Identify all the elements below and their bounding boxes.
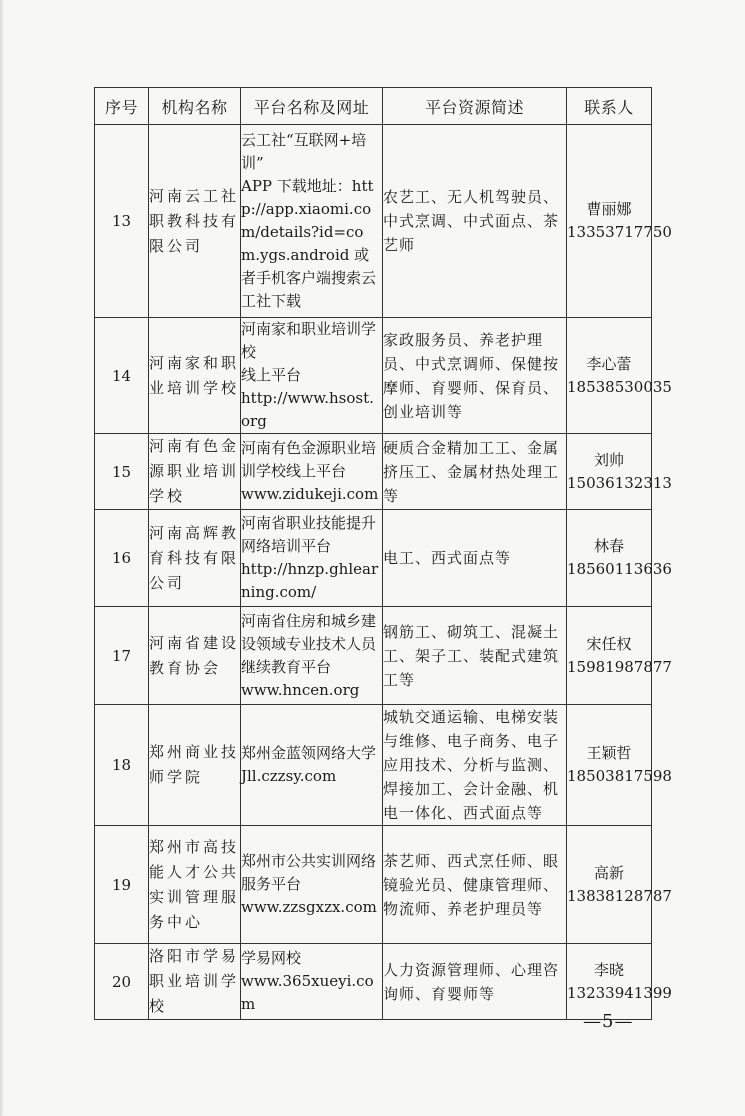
row-platform bbox=[241, 434, 383, 510]
table-row bbox=[95, 607, 652, 705]
row-contact bbox=[567, 434, 672, 510]
contact-phone: 18560113636 bbox=[567, 560, 672, 578]
platform-url: http://www.hsost.org bbox=[241, 389, 374, 430]
platform-url: http://hnzp.ghlearning.com/ bbox=[241, 560, 379, 601]
contact-phone: 18538530035 bbox=[567, 377, 672, 396]
row-seq: 14 bbox=[95, 318, 149, 434]
table-row bbox=[95, 705, 652, 826]
contact-name: 刘帅 bbox=[593, 450, 624, 469]
contact-phone: 15981987877 bbox=[567, 657, 672, 676]
row-contact bbox=[567, 510, 672, 607]
contact-phone: 18503817598 bbox=[567, 767, 672, 785]
row-org: 郑州市高技能人才公共实训管理服务中心 bbox=[149, 826, 241, 944]
row-resources: 硬质合金精加工工、金属挤压工、金属材热处理工等 bbox=[383, 434, 567, 510]
contact-name: 高新 bbox=[593, 863, 624, 882]
row-seq: 19 bbox=[95, 826, 149, 944]
table-header-row bbox=[95, 88, 652, 125]
row-platform bbox=[241, 826, 383, 944]
platform-name: 河南省住房和城乡建设领域专业技术人员继续教育平台 bbox=[241, 611, 377, 676]
platform-name: 河南有色金源职业培训学校线上平台 bbox=[241, 439, 377, 480]
platform-url: www.hncen.org bbox=[241, 680, 360, 699]
table-row bbox=[95, 434, 652, 510]
row-resources: 农艺工、无人机驾驶员、中式烹调、中式面点、茶艺师 bbox=[383, 125, 567, 318]
contact-phone: 13233941399 bbox=[567, 983, 672, 1002]
table-row bbox=[95, 944, 652, 1020]
row-resources: 人力资源管理师、心理咨询师、育婴师等 bbox=[383, 944, 567, 1020]
contact-phone: 13353717750 bbox=[567, 223, 672, 241]
header-resources: 平台资源简述 bbox=[383, 88, 567, 125]
row-platform bbox=[241, 944, 383, 1020]
platform-url: www.365xueyi.com bbox=[241, 972, 374, 1013]
table-row bbox=[95, 318, 652, 434]
page-edge bbox=[0, 0, 4, 1116]
header-seq: 序号 bbox=[95, 88, 149, 125]
contact-name: 林春 bbox=[593, 537, 624, 555]
platform-subtitle: 线上平台 bbox=[241, 366, 302, 384]
platform-url: www.zidukeji.com bbox=[241, 485, 379, 503]
row-platform bbox=[241, 705, 383, 826]
row-seq: 16 bbox=[95, 510, 149, 607]
row-resources: 茶艺师、西式烹任师、眼镜验光员、健康管理师、物流师、养老护理员等 bbox=[383, 826, 567, 944]
platform-name: 学易网校 bbox=[241, 949, 302, 967]
contact-name: 宋任权 bbox=[586, 634, 632, 653]
row-org: 洛阳市学易职业培训学校 bbox=[149, 944, 241, 1020]
row-contact bbox=[567, 826, 672, 944]
row-platform bbox=[241, 318, 383, 434]
platform-url: APP 下载地址：http://app.xiaomi.com/details?id=com.ygs.android 或者手机客户端搜索云工社下载 bbox=[241, 177, 377, 310]
row-org: 河南有色金源职业培训学校 bbox=[149, 434, 241, 510]
table-row bbox=[95, 510, 652, 607]
contact-phone: 13838128787 bbox=[567, 886, 672, 905]
row-platform bbox=[241, 125, 383, 318]
table-row bbox=[95, 125, 652, 318]
platform-name: 云工社“互联网+培训” bbox=[241, 131, 367, 172]
row-seq: 13 bbox=[95, 125, 149, 318]
header-platform: 平台名称及网址 bbox=[241, 88, 383, 125]
row-contact bbox=[567, 318, 672, 434]
table-row bbox=[95, 826, 652, 944]
platform-name: 郑州市公共实训网络服务平台 bbox=[241, 852, 377, 893]
row-org: 河南高辉教育科技有限公司 bbox=[149, 510, 241, 607]
platform-url: Jll.czzsy.com bbox=[241, 767, 337, 785]
row-platform bbox=[241, 607, 383, 705]
header-contact: 联系人 bbox=[567, 88, 652, 125]
contact-name: 曹丽娜 bbox=[586, 200, 632, 218]
page-number: —5— bbox=[583, 1011, 634, 1032]
row-resources: 家政服务员、养老护理员、中式烹调师、保健按摩师、育婴师、保育员、创业培训等 bbox=[383, 318, 567, 434]
contact-name: 李晓 bbox=[593, 960, 624, 979]
row-contact bbox=[567, 705, 672, 826]
row-seq: 17 bbox=[95, 607, 149, 705]
row-org: 河南省建设教育协会 bbox=[149, 607, 241, 705]
row-seq: 18 bbox=[95, 705, 149, 826]
header-org: 机构名称 bbox=[149, 88, 241, 125]
row-resources: 钢筋工、砌筑工、混凝土工、架子工、装配式建筑工等 bbox=[383, 607, 567, 705]
institution-table bbox=[94, 87, 672, 1020]
row-platform bbox=[241, 510, 383, 607]
row-contact bbox=[567, 125, 672, 318]
platform-name: 河南家和职业培训学校 bbox=[241, 320, 377, 361]
contact-name: 王颖哲 bbox=[586, 744, 632, 762]
row-contact bbox=[567, 944, 672, 1020]
platform-url: www.zzsgxzx.com bbox=[241, 898, 377, 916]
contact-name: 李心蕾 bbox=[586, 354, 632, 373]
row-seq: 15 bbox=[95, 434, 149, 510]
platform-name: 郑州金蓝领网络大学 bbox=[241, 744, 377, 762]
row-resources: 城轨交通运输、电梯安装与维修、电子商务、电子应用技术、分析与监测、焊接加工、会计金融、机电一体化、西式面点等 bbox=[383, 705, 567, 826]
contact-phone: 15036132313 bbox=[567, 473, 672, 492]
row-org: 河南家和职业培训学校 bbox=[149, 318, 241, 434]
row-resources: 电工、西式面点等 bbox=[383, 510, 567, 607]
row-org: 河南云工社职教科技有限公司 bbox=[149, 125, 241, 318]
row-org: 郑州商业技师学院 bbox=[149, 705, 241, 826]
row-contact bbox=[567, 607, 672, 705]
platform-name: 河南省职业技能提升网络培训平台 bbox=[241, 514, 377, 555]
row-seq: 20 bbox=[95, 944, 149, 1020]
